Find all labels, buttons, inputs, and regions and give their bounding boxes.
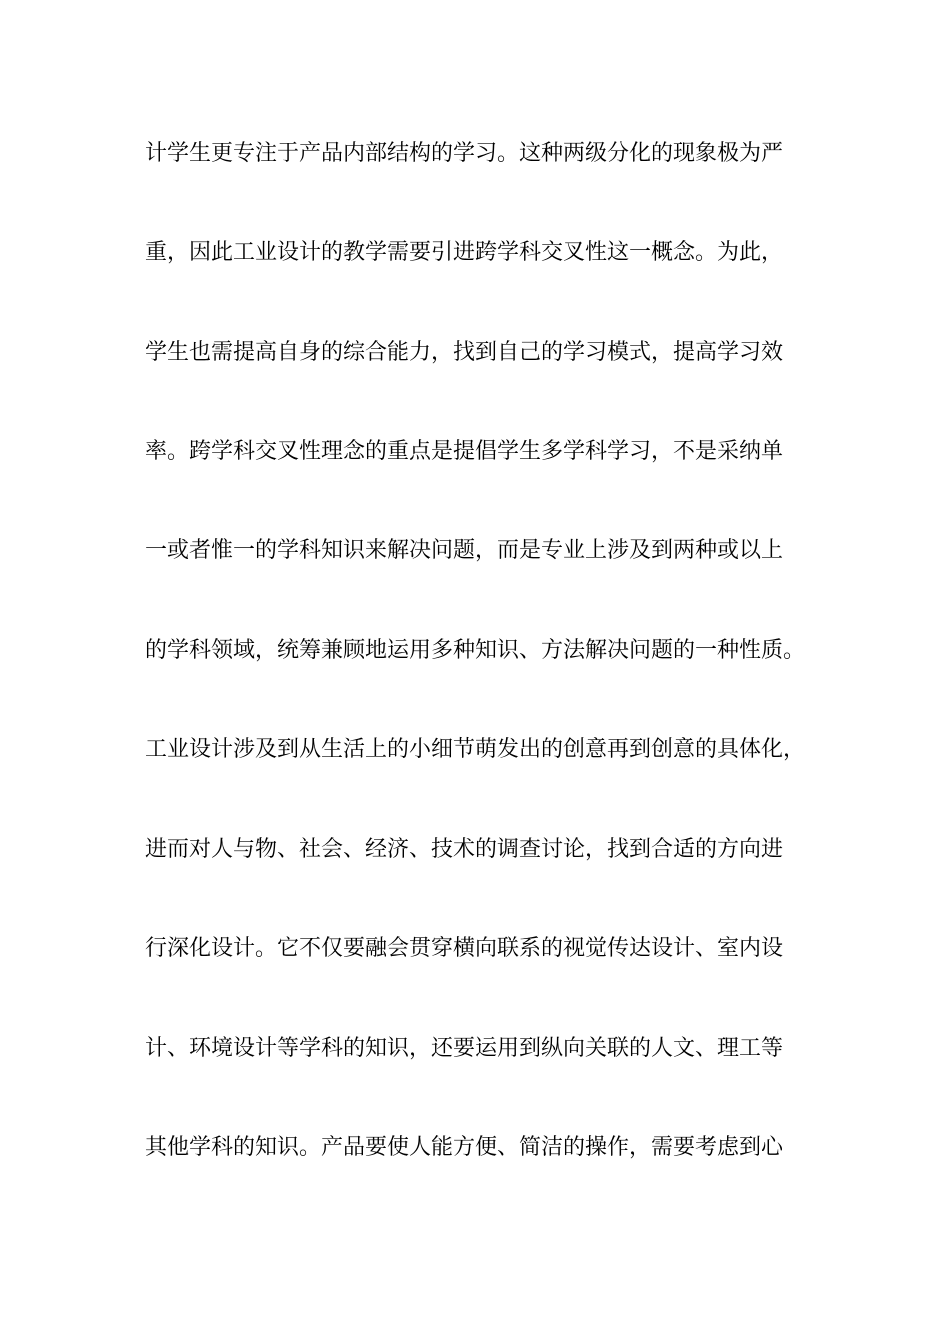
text-line: 计、环境设计等学科的知识，还要运用到纵向关联的人文、理工等 (145, 1036, 784, 1061)
text-line: 率。跨学科交叉性理念的重点是提倡学生多学科学习，不是采纳单 (145, 439, 784, 464)
text-line: 重，因此工业设计的教学需要引进跨学科交叉性这一概念。为此， (145, 240, 784, 265)
text-line: 工业设计涉及到从生活上的小细节萌发出的创意再到创意的具体化， (145, 737, 806, 762)
text-line: 的学科领域，统筹兼顾地运用多种知识、方法解决问题的一种性质。 (145, 638, 806, 663)
text-line: 计学生更专注于产品内部结构的学习。这种两级分化的现象极为严 (145, 141, 784, 166)
text-line: 行深化设计。它不仅要融会贯穿横向联系的视觉传达设计、室内设 (145, 936, 784, 961)
text-line: 进而对人与物、社会、经济、技术的调查讨论，找到合适的方向进 (145, 837, 784, 862)
text-line: 其他学科的知识。产品要使人能方便、简洁的操作，需要考虑到心 (145, 1135, 784, 1160)
text-line: 学生也需提高自身的综合能力，找到自己的学习模式，提高学习效 (145, 340, 784, 365)
text-line: 一或者惟一的学科知识来解决问题，而是专业上涉及到两种或以上 (145, 538, 784, 563)
